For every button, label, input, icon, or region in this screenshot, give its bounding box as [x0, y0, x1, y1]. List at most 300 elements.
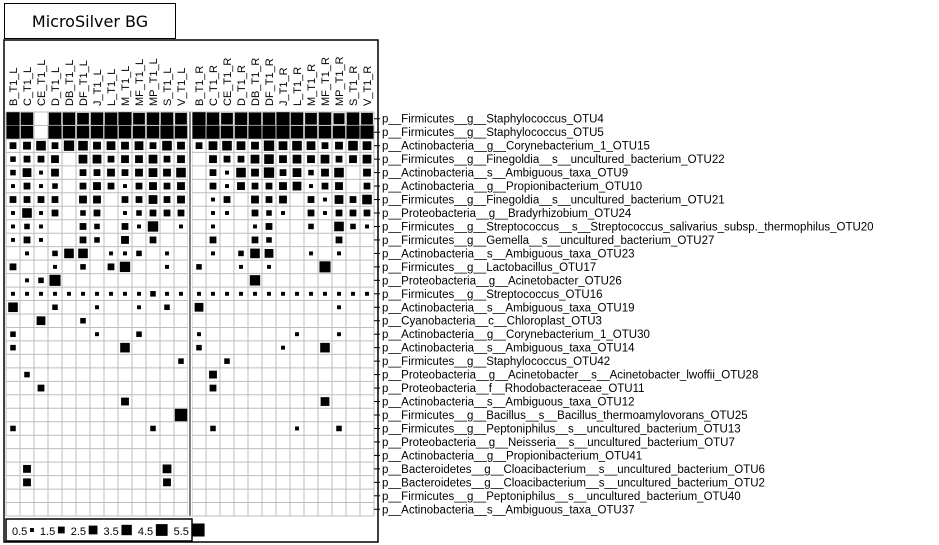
- data-square: [109, 292, 113, 296]
- data-square: [24, 237, 31, 244]
- data-square: [347, 113, 359, 125]
- data-square: [135, 155, 143, 163]
- data-square: [210, 385, 217, 392]
- data-square: [52, 304, 58, 310]
- data-square: [107, 141, 116, 150]
- data-square: [225, 292, 229, 296]
- column-label: DF_T1_L: [78, 60, 90, 106]
- data-square: [320, 343, 330, 353]
- column-label: V_T1_R: [362, 65, 374, 106]
- data-square: [25, 251, 29, 255]
- data-square: [252, 183, 259, 190]
- data-square: [24, 196, 31, 203]
- data-square: [25, 292, 29, 296]
- data-square: [107, 169, 115, 177]
- data-square: [24, 156, 31, 163]
- data-square: [210, 183, 217, 190]
- data-square: [136, 251, 142, 257]
- data-square: [291, 126, 303, 138]
- column-label: B_T1_L: [8, 67, 20, 106]
- row-label: p__Actinobacteria__g__Propionibacterium_OTU41: [382, 450, 643, 463]
- column-label: J_T1_L: [92, 69, 104, 106]
- data-square: [209, 371, 217, 379]
- data-square: [121, 236, 129, 244]
- column-label: L_T1_R: [292, 66, 304, 106]
- data-square: [252, 210, 259, 217]
- data-square: [279, 141, 288, 150]
- data-square: [175, 126, 187, 138]
- data-square: [336, 426, 342, 432]
- row-label: p__Firmicutes__g__Peptoniphilus__s__uncultured_bacterium_OTU13: [382, 423, 741, 436]
- data-square: [277, 126, 290, 139]
- data-square: [64, 140, 74, 150]
- data-square: [361, 113, 373, 125]
- data-square: [292, 141, 302, 151]
- data-square: [25, 278, 29, 282]
- data-square: [251, 142, 259, 150]
- legend-square: [121, 525, 131, 535]
- data-square: [361, 126, 374, 139]
- column-label: DB_T1_R: [250, 57, 262, 106]
- data-square: [211, 211, 215, 215]
- data-square: [63, 113, 75, 125]
- data-square: [347, 126, 360, 139]
- data-square: [164, 183, 171, 190]
- data-square: [164, 156, 171, 163]
- data-square: [136, 210, 142, 216]
- data-square: [10, 426, 16, 432]
- data-square: [334, 168, 344, 178]
- data-square: [21, 113, 33, 125]
- data-square: [164, 210, 171, 217]
- data-square: [164, 304, 170, 310]
- data-square: [337, 305, 341, 309]
- data-square: [175, 113, 187, 125]
- row-label: p__Actinobacteria__s__Ambiguous_taxa_OTU12: [382, 396, 635, 409]
- data-square: [362, 195, 372, 205]
- data-square: [78, 141, 88, 151]
- legend-label: 3.5: [103, 526, 119, 538]
- data-square: [94, 169, 101, 176]
- row-label: p__Firmicutes__g__Finegoldia__s__uncultured_bacterium_OTU21: [382, 194, 725, 207]
- data-square: [280, 169, 287, 176]
- row-label: p__Actinobacteria__s__Ambiguous_taxa_OTU37: [382, 504, 635, 517]
- data-square: [263, 126, 276, 139]
- data-square: [109, 251, 113, 255]
- data-square: [336, 237, 343, 244]
- data-square: [293, 155, 302, 164]
- data-square: [334, 222, 344, 232]
- row-label: p__Bacteroidetes__g__Cloacibacterium__s__uncultured_bacterium_OTU6: [382, 463, 765, 476]
- data-square: [175, 409, 187, 421]
- data-square: [121, 155, 129, 163]
- data-square: [221, 126, 233, 138]
- data-square: [122, 196, 129, 203]
- data-square: [309, 184, 313, 188]
- data-square: [335, 195, 344, 204]
- data-square: [38, 278, 44, 284]
- row-label: p__Firmicutes__g__Staphylococcus_OTU4: [382, 113, 604, 126]
- data-square: [222, 141, 232, 151]
- data-square: [23, 168, 32, 177]
- data-square: [49, 113, 61, 125]
- data-square: [163, 169, 171, 177]
- data-square: [78, 249, 88, 259]
- data-square: [36, 141, 46, 151]
- data-square: [147, 126, 159, 138]
- data-square: [335, 182, 343, 190]
- data-square: [237, 182, 245, 190]
- data-square: [39, 171, 43, 175]
- data-square: [336, 210, 343, 217]
- data-square: [105, 113, 117, 125]
- data-square: [123, 211, 127, 215]
- row-label: p__Firmicutes__g__Staphylococcus_OTU42: [382, 356, 611, 369]
- data-square: [24, 372, 30, 378]
- data-square: [23, 142, 31, 150]
- data-square: [150, 426, 156, 432]
- data-square: [150, 142, 157, 149]
- data-square: [150, 210, 157, 217]
- data-square: [211, 225, 215, 229]
- data-square: [323, 198, 327, 202]
- column-label: B_T1_R: [194, 65, 206, 106]
- column-label: C_T1_L: [22, 66, 34, 106]
- data-square: [49, 275, 60, 286]
- data-square: [225, 184, 229, 188]
- column-label: CE_T1_R: [222, 57, 234, 106]
- data-square: [365, 225, 369, 229]
- data-square: [251, 169, 259, 177]
- row-label: p__Firmicutes__g__Staphylococcus_OTU5: [382, 127, 604, 140]
- data-square: [193, 126, 206, 139]
- data-square: [79, 196, 87, 204]
- data-square: [94, 210, 101, 217]
- data-square: [335, 142, 343, 150]
- data-square: [348, 141, 358, 151]
- row-labels: [374, 114, 874, 517]
- data-square: [281, 346, 285, 350]
- column-label: MF_T1_L: [134, 58, 146, 106]
- data-square: [150, 291, 156, 297]
- column-label: D_T1_L: [50, 66, 62, 106]
- legend-label: 1.5: [39, 526, 56, 538]
- data-square: [93, 196, 101, 204]
- data-square: [94, 237, 100, 243]
- data-square: [365, 292, 369, 296]
- data-square: [108, 156, 115, 163]
- data-square: [253, 292, 257, 296]
- column-label: J_T1_R: [278, 67, 290, 106]
- data-square: [136, 331, 142, 337]
- row-label: p__Proteobacteria__g__Bradyrhizobium_OTU24: [382, 208, 632, 220]
- data-square: [121, 142, 129, 150]
- data-square: [93, 155, 102, 164]
- data-square: [308, 196, 315, 203]
- data-square: [39, 238, 43, 242]
- data-square: [64, 249, 74, 259]
- data-square: [122, 169, 129, 176]
- data-square: [137, 292, 141, 296]
- column-label: DF_T1_R: [264, 58, 276, 106]
- data-square: [363, 141, 372, 150]
- data-square: [279, 196, 287, 204]
- data-square: [207, 126, 220, 139]
- row-label: p__Proteobacteria__g__Acinetobacter__s__Acinetobacter_lwoffii_OTU28: [382, 369, 759, 382]
- data-square: [364, 183, 371, 190]
- data-square: [350, 224, 356, 230]
- data-square: [81, 292, 85, 296]
- data-square: [363, 155, 372, 164]
- data-square: [123, 251, 127, 255]
- column-label: C_T1_R: [208, 65, 220, 106]
- data-square: [177, 182, 185, 190]
- data-square: [323, 211, 327, 215]
- data-square: [364, 210, 371, 217]
- data-square: [52, 183, 58, 189]
- data-square: [177, 196, 185, 204]
- data-square: [149, 195, 158, 204]
- legend-label: 0.5: [12, 526, 28, 538]
- row-label: p__Cyanobacteria__c__Chloroplast_OTU3: [382, 315, 602, 328]
- data-square: [24, 183, 31, 190]
- data-square: [163, 464, 172, 473]
- data-square: [336, 156, 343, 163]
- data-square: [337, 332, 341, 336]
- data-square: [121, 398, 129, 406]
- data-square: [136, 183, 143, 190]
- data-square: [80, 169, 87, 176]
- data-square: [267, 292, 271, 296]
- data-square: [123, 292, 127, 296]
- data-square: [333, 126, 345, 138]
- column-label: S_T1_L: [162, 67, 174, 106]
- data-square: [80, 183, 87, 190]
- data-square: [211, 198, 215, 202]
- column-label: CE_T1_L: [36, 59, 48, 106]
- data-square: [10, 345, 16, 351]
- data-square: [319, 126, 331, 138]
- data-square: [147, 113, 159, 125]
- data-square: [333, 113, 344, 124]
- data-square: [295, 292, 299, 296]
- data-square: [196, 142, 203, 149]
- data-square: [224, 196, 231, 203]
- data-square: [177, 155, 185, 163]
- data-square: [133, 113, 145, 125]
- data-square: [39, 184, 43, 188]
- data-square: [307, 141, 316, 150]
- data-square: [10, 331, 16, 337]
- data-square: [267, 265, 271, 269]
- row-label: p__Actinobacteria__g__Propionibacterium_OTU10: [382, 181, 643, 194]
- row-label: p__Firmicutes__g__Peptoniphilus__s__uncultured_bacterium_OTU40: [382, 490, 741, 503]
- data-square: [10, 142, 17, 149]
- data-square: [210, 169, 217, 176]
- data-square: [123, 184, 127, 188]
- data-square: [309, 251, 313, 255]
- data-square: [133, 126, 145, 138]
- data-square: [323, 292, 327, 296]
- data-square: [277, 112, 290, 125]
- row-label: p__Actinobacteria__g__Corynebacterium_1_OTU15: [382, 140, 650, 153]
- column-label: M_T1_L: [120, 65, 132, 106]
- data-square: [264, 140, 274, 150]
- legend-square: [30, 528, 34, 532]
- data-square: [195, 303, 204, 312]
- legend-square: [192, 524, 205, 537]
- data-square: [221, 113, 233, 125]
- column-label: DB_T1_L: [64, 59, 76, 106]
- data-square: [291, 113, 303, 125]
- data-square: [239, 292, 243, 296]
- row-label: p__Proteobacteria__g__Acinetobacter_OTU26: [382, 275, 622, 288]
- data-square: [120, 343, 130, 353]
- data-square: [93, 142, 101, 150]
- data-square: [322, 183, 329, 190]
- data-square: [165, 251, 169, 255]
- data-square: [135, 141, 144, 150]
- data-square: [67, 292, 71, 296]
- data-square: [52, 142, 59, 149]
- data-square: [210, 426, 216, 432]
- legend-square: [58, 527, 65, 534]
- row-label: p__Firmicutes__g__Gemella__s__uncultured_bacterium_OTU27: [382, 234, 715, 247]
- data-square: [136, 196, 143, 203]
- data-square: [305, 113, 317, 125]
- data-square: [122, 223, 129, 230]
- data-square: [80, 318, 86, 324]
- data-square: [308, 210, 315, 217]
- data-square: [51, 155, 59, 163]
- data-square: [52, 196, 59, 203]
- data-square: [209, 155, 217, 163]
- data-square: [10, 196, 17, 203]
- data-square: [236, 168, 246, 178]
- data-square: [235, 126, 247, 138]
- data-square: [37, 316, 46, 325]
- data-square: [11, 211, 15, 215]
- column-label: D_T1_R: [236, 65, 248, 106]
- data-square: [309, 292, 313, 296]
- row-label: p__Actinobacteria__s__Ambiguous_taxa_OTU14: [382, 342, 635, 355]
- data-square: [307, 155, 315, 163]
- data-square: [11, 292, 15, 296]
- data-square: [11, 238, 15, 242]
- column-label: M_T1_R: [306, 63, 318, 106]
- data-square: [197, 292, 201, 296]
- row-label: p__Actinobacteria__s__Ambiguous_taxa_OTU23: [382, 248, 635, 261]
- data-square: [95, 332, 99, 336]
- column-label: L_T1_L: [106, 68, 118, 106]
- data-square: [93, 182, 101, 190]
- data-square: [77, 126, 89, 138]
- data-square: [266, 237, 272, 243]
- data-square: [193, 112, 206, 125]
- data-square: [279, 182, 287, 190]
- data-square: [51, 169, 59, 177]
- legend-label: 4.5: [137, 526, 154, 538]
- data-square: [350, 196, 357, 203]
- row-label: p__Firmicutes__g__Lactobacillus_OTU17: [382, 261, 597, 274]
- data-square: [10, 156, 16, 162]
- data-square: [349, 155, 357, 163]
- data-square: [165, 292, 169, 296]
- column-label: V_T1_L: [176, 67, 188, 106]
- data-square: [239, 265, 243, 269]
- data-square: [265, 249, 274, 258]
- data-square: [164, 196, 171, 203]
- data-square: [238, 156, 245, 163]
- data-square: [149, 155, 158, 164]
- data-square: [211, 251, 215, 255]
- data-square: [321, 155, 330, 164]
- data-square: [249, 126, 262, 139]
- legend: [6, 519, 205, 541]
- data-square: [49, 126, 62, 139]
- data-square: [95, 292, 99, 296]
- data-square: [321, 169, 329, 177]
- data-square: [225, 171, 229, 175]
- data-square: [211, 292, 215, 296]
- data-square: [162, 141, 172, 151]
- data-square: [108, 263, 115, 270]
- data-square: [251, 155, 260, 164]
- data-square: [23, 478, 31, 486]
- data-square: [207, 113, 219, 125]
- legend-label: 2.5: [70, 526, 87, 538]
- data-square: [305, 126, 317, 138]
- data-square: [22, 208, 32, 218]
- data-square: [350, 210, 357, 217]
- row-label: p__Firmicutes__g__Finegoldia__s__uncultured_bacterium_OTU22: [382, 154, 725, 167]
- column-labels: [8, 56, 374, 106]
- data-square: [176, 168, 186, 178]
- data-square: [224, 358, 230, 364]
- data-square: [279, 155, 287, 163]
- data-square: [7, 126, 20, 139]
- data-square: [319, 261, 330, 272]
- data-square: [319, 113, 331, 125]
- data-square: [105, 126, 118, 139]
- data-square: [80, 223, 87, 230]
- data-square: [79, 155, 88, 164]
- row-label: p__Firmicutes__g__Streptococcus__s__Streptococcus_salivarius_subsp._thermophilus_OTU20: [382, 221, 874, 234]
- data-square: [295, 332, 299, 336]
- data-square: [52, 210, 59, 217]
- data-square: [177, 142, 185, 150]
- data-square: [120, 262, 130, 272]
- data-square: [148, 221, 158, 231]
- row-label: p__Proteobacteria__f__Rhodobacteraceae_OTU11: [382, 383, 645, 396]
- data-square: [266, 183, 273, 190]
- data-square: [108, 183, 115, 190]
- data-square: [264, 154, 274, 164]
- data-square: [249, 113, 261, 125]
- data-square: [8, 302, 18, 312]
- data-square: [281, 211, 285, 215]
- data-square: [119, 112, 132, 125]
- data-square: [209, 141, 218, 150]
- data-square: [80, 237, 87, 244]
- data-square: [52, 251, 58, 257]
- data-square: [21, 126, 33, 138]
- data-square: [250, 249, 260, 259]
- data-square: [196, 345, 202, 351]
- data-square: [91, 126, 103, 138]
- data-square: [197, 332, 201, 336]
- row-label: p__Bacteroidetes__g__Cloacibacterium__s__uncultured_bacterium_OTU2: [382, 477, 765, 490]
